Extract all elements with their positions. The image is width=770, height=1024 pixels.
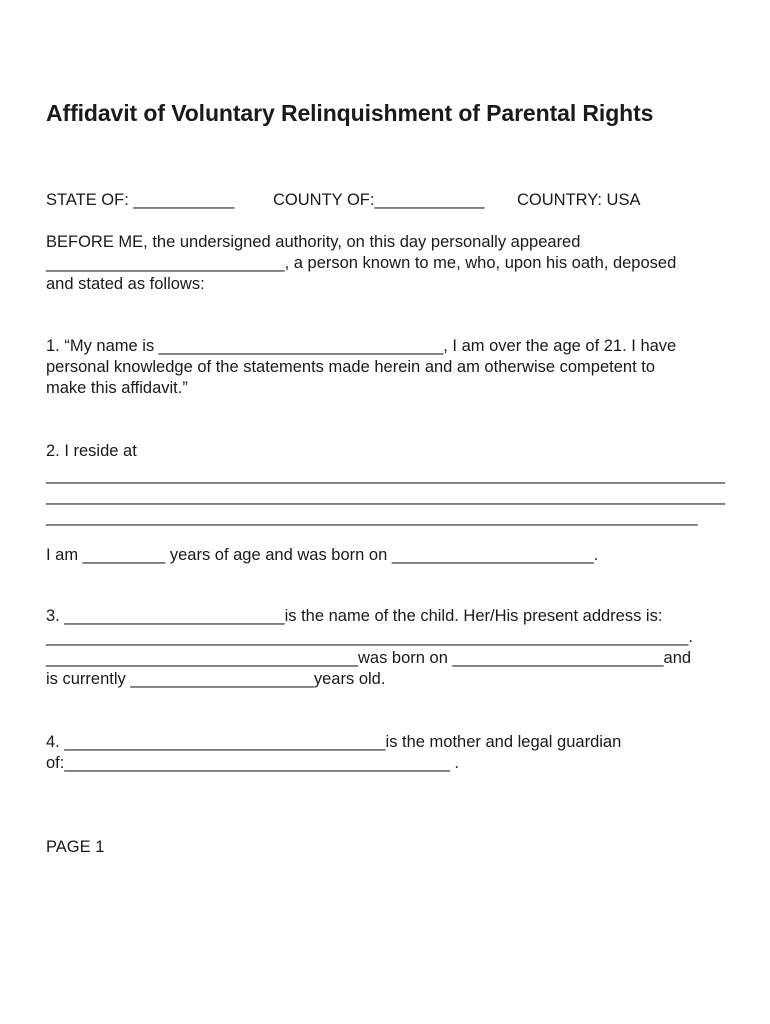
state-field: STATE OF: ___________ [46, 191, 235, 209]
address-blank-line: __________________________________________________________________________ [46, 487, 726, 505]
section-3-line: 3. ________________________is the name of the child. Her/His present address is: [46, 607, 663, 625]
document-title: Affidavit of Voluntary Relinquishment of Parental Rights [46, 100, 654, 126]
section-1-line: personal knowledge of the statements made herein and am otherwise competent to [46, 358, 656, 376]
section-3-line: ______________________________________________________________________. [46, 628, 693, 646]
section-4-line: of:__________________________________________ . [46, 754, 459, 772]
address-blank-line: _______________________________________________________________________ [46, 508, 698, 526]
section-1-line: make this affidavit.” [46, 379, 188, 397]
section-3-line: __________________________________was born on _______________________and [46, 649, 692, 667]
age-birth-line: I am _________ years of age and was born on ______________________. [46, 546, 599, 564]
section-3-line: is currently ____________________years old. [46, 670, 386, 688]
section-4-line: 4. ___________________________________is the mother and legal guardian [46, 733, 622, 751]
intro-line: __________________________, a person known to me, who, upon his oath, deposed [46, 254, 677, 272]
county-field: COUNTY OF:____________ [273, 191, 485, 209]
section-2-label: 2. I reside at [46, 442, 137, 460]
intro-line: and stated as follows: [46, 275, 205, 293]
country-field: COUNTRY: USA [517, 191, 641, 209]
intro-line: BEFORE ME, the undersigned authority, on this day personally appeared [46, 233, 581, 251]
address-blank-line: __________________________________________________________________________ [46, 466, 726, 484]
section-1-line: 1. “My name is _______________________________, I am over the age of 21. I have [46, 337, 677, 355]
page-number: PAGE 1 [46, 838, 105, 856]
